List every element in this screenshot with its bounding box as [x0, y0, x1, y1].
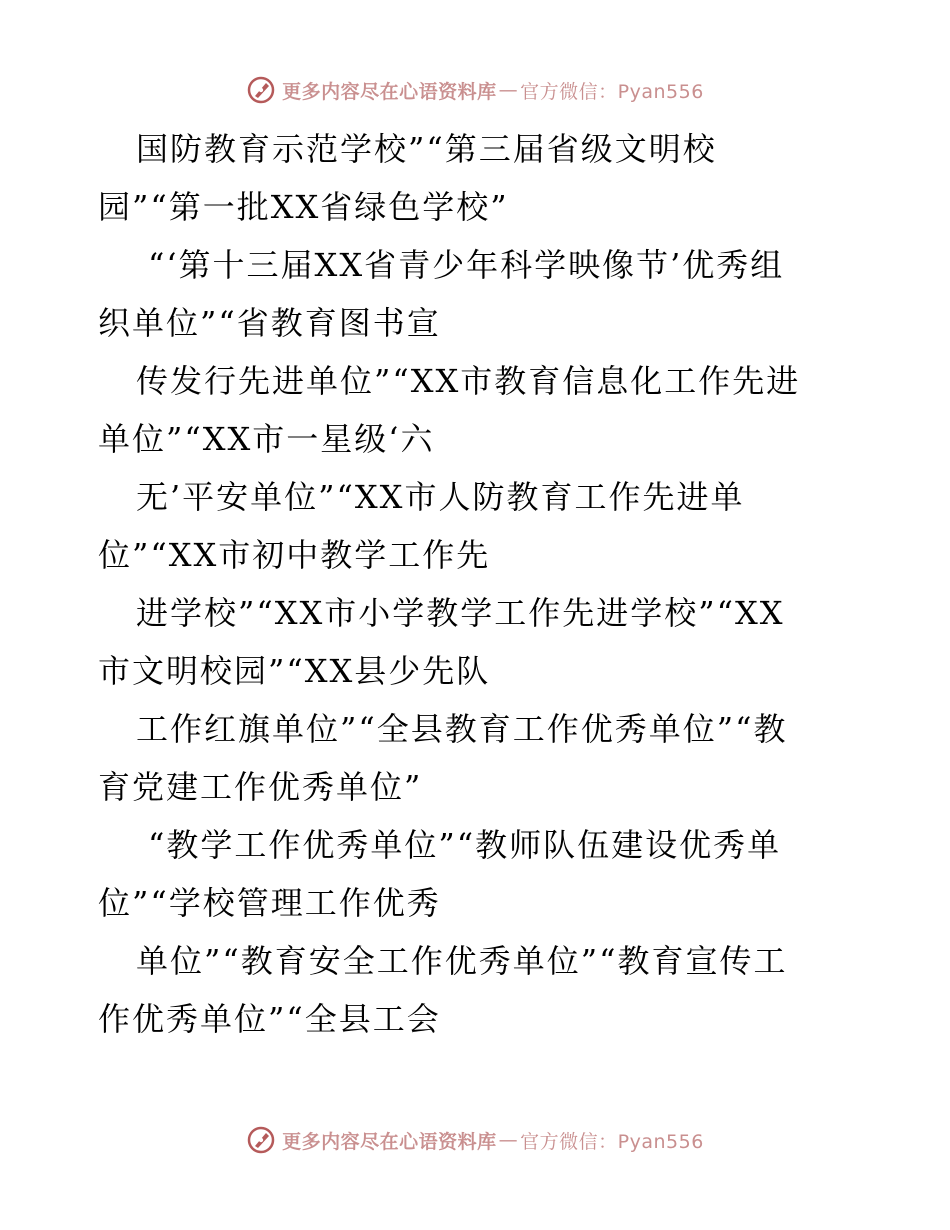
- body-line: 单位”“XX市一星级‘六: [98, 420, 435, 458]
- header-watermark: [0, 70, 950, 110]
- body-line: “‘第十三届XX省青少年科学映像节’优秀组: [148, 246, 785, 284]
- body-line: 市文明校园”“XX县少先队: [98, 652, 491, 690]
- watermark-text: 更多内容尽在心语资料库: [282, 1130, 497, 1153]
- body-line: 传发行先进单位”“XX市教育信息化工作先进: [136, 362, 801, 400]
- body-line: 无’平安单位”“XX市人防教育工作先进单: [136, 478, 745, 516]
- body-line: 单位”“教育安全工作优秀单位”“教育宣传工: [136, 942, 788, 980]
- body-line: “教学工作优秀单位”“教师队伍建设优秀单: [148, 826, 782, 864]
- watermark-suffix: 官方微信：Pyan556: [520, 1130, 704, 1153]
- body-line: 位”“XX市初中教学工作先: [98, 536, 491, 574]
- body-line: 工作红旗单位”“全县教育工作优秀单位”“教: [136, 710, 788, 748]
- body-line: 位”“学校管理工作优秀: [98, 884, 441, 922]
- watermark-dash: —: [498, 79, 519, 101]
- watermark-suffix: 官方微信：Pyan556: [520, 80, 704, 103]
- pen-circle-logo-icon: [246, 75, 276, 105]
- body-line: 进学校”“XX市小学教学工作先进学校”“XX: [136, 594, 785, 632]
- body-line: 作优秀单位”“全县工会: [98, 1000, 441, 1038]
- body-line: 育党建工作优秀单位”: [98, 768, 423, 806]
- watermark-text: 更多内容尽在心语资料库: [282, 80, 497, 103]
- body-line: 织单位”“省教育图书宣: [98, 304, 441, 342]
- body-line: 园”“第一批XX省绿色学校”: [98, 188, 509, 226]
- watermark-dash: —: [498, 1129, 519, 1151]
- footer-watermark: [0, 1120, 950, 1160]
- pen-circle-logo-icon: [246, 1125, 276, 1155]
- body-line: 国防教育示范学校”“第三届省级文明校: [136, 130, 717, 168]
